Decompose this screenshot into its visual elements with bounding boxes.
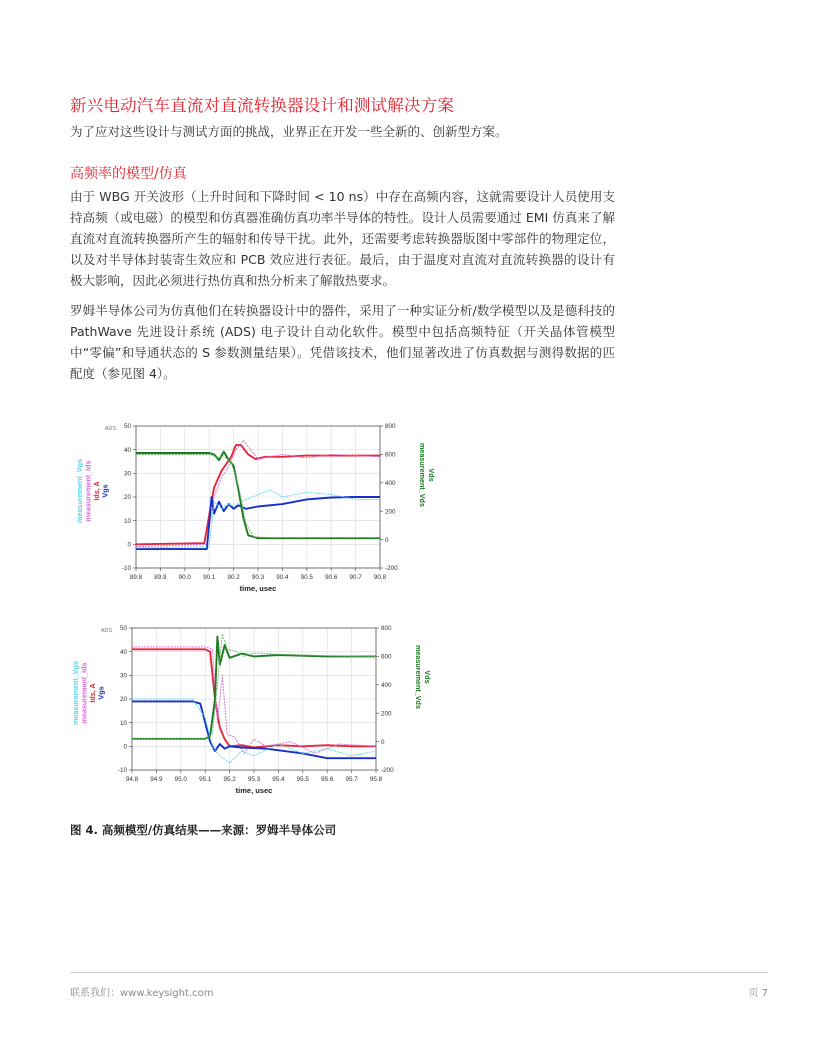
- section-heading: 高频率的模型/仿真: [70, 166, 187, 182]
- y-left-label: measurement_Vgs: [71, 661, 80, 725]
- x-tick-label: 90.2: [227, 574, 240, 581]
- x-tick-label: 95.6: [321, 776, 334, 783]
- y-right-tick-label: 600: [385, 451, 396, 459]
- y-left-tick-label: 40: [123, 446, 131, 454]
- y-right-tick-label: 400: [385, 480, 396, 487]
- chart-title: ADS: [100, 628, 112, 634]
- x-tick-label: 94.8: [125, 776, 139, 783]
- x-tick-label: 95.0: [174, 776, 187, 783]
- y-right-tick-label: 0: [385, 536, 389, 544]
- y-right-tick-label: 400: [381, 682, 392, 689]
- page-number: 页 7: [748, 988, 768, 999]
- x-tick-label: 90.0: [178, 574, 191, 581]
- y-left-tick-label: 30: [119, 672, 127, 680]
- y-right-label: Vds: [427, 468, 436, 482]
- y-left-label: Ids, A: [88, 683, 97, 703]
- y-left-tick-label: 20: [119, 696, 127, 704]
- x-tick-label: 95.5: [296, 776, 309, 783]
- figure-4-chart-bottom: [66, 620, 446, 805]
- y-left-label: measurement_Ids: [83, 460, 93, 522]
- y-left-tick-label: 20: [123, 494, 131, 502]
- y-right-label: measurement_Vds: [414, 645, 423, 709]
- x-tick-label: 95.8: [369, 776, 383, 783]
- y-right-tick-label: 800: [385, 423, 396, 431]
- y-left-label: Vgs: [96, 686, 106, 700]
- x-tick-label: 95.7: [345, 776, 358, 783]
- x-tick-label: 95.3: [247, 776, 261, 783]
- figure-caption: 图 4. 高频模型/仿真结果——来源：罗姆半导体公司: [70, 823, 337, 837]
- x-tick-label: 90.6: [325, 574, 338, 581]
- x-tick-label: 90.7: [349, 574, 362, 581]
- y-left-label: measurement_Ids: [79, 662, 89, 724]
- figure-4-chart-top: [70, 418, 450, 603]
- y-right-tick-label: 0: [381, 738, 385, 746]
- x-axis-label: time, usec: [239, 584, 277, 593]
- y-left-tick-label: 50: [119, 625, 127, 633]
- x-tick-label: 95.1: [199, 776, 212, 783]
- y-left-tick-label: 0: [123, 743, 127, 751]
- footer-url-link[interactable]: www.keysight.com: [120, 988, 214, 999]
- x-tick-label: 90.5: [300, 574, 313, 581]
- y-left-tick-label: 10: [123, 517, 131, 525]
- y-left-label: Vgs: [100, 484, 110, 498]
- y-left-label: measurement_Vgs: [75, 459, 84, 523]
- y-left-label: Ids, A: [92, 481, 101, 501]
- x-axis-label: time, usec: [235, 786, 273, 795]
- y-right-tick-label: -200: [381, 767, 394, 775]
- y-left-tick-label: 30: [123, 470, 131, 478]
- intro-text: 为了应对这些设计与测试方面的挑战，业界正在开发一些全新的、创新型方案。: [70, 124, 508, 139]
- y-right-tick-label: -200: [385, 565, 398, 573]
- footer-contact-label: 联系我们：: [70, 988, 120, 999]
- x-tick-label: 90.4: [276, 574, 289, 581]
- y-left-tick-label: 0: [127, 541, 131, 549]
- x-tick-label: 95.2: [223, 776, 236, 783]
- footer-contact: [70, 984, 213, 999]
- x-tick-label: 95.4: [272, 776, 285, 783]
- y-right-tick-label: 200: [381, 710, 392, 718]
- x-tick-label: 94.9: [150, 776, 163, 783]
- y-left-tick-label: 10: [119, 719, 127, 727]
- y-right-label: measurement_Vds: [418, 443, 427, 507]
- y-right-tick-label: 200: [385, 508, 396, 516]
- x-tick-label: 89.9: [154, 574, 167, 581]
- chart-title: ADS: [104, 426, 116, 432]
- x-tick-label: 89.8: [129, 574, 143, 581]
- x-tick-label: 90.3: [251, 574, 265, 581]
- x-tick-label: 90.8: [373, 574, 387, 581]
- y-right-tick-label: 800: [381, 625, 392, 633]
- y-left-tick-label: -10: [121, 565, 131, 573]
- paragraph-1: 由于 WBG 开关波形（上升时间和下降时间 < 10 ns）中存在高频内容，这就需要设计人员使用支持高频（或电磁）的模型和仿真器准确仿真功率半导体的特性。设计人员需要通过 EMI 仿真来了解直流对直流转换器所产生的辐射和传导干扰。此外，还需要考虑转换器版图中零部件的物理定位，以及对半导体封装寄生效应和 PCB 效应进行表征。最后，由于温度对直流对直流转换器的设计有极大影响，因此必须进行热仿真和热分析来了解散热要求。: [70, 189, 615, 288]
- paragraph-2: 罗姆半导体公司为仿真他们在转换器设计中的器件，采用了一种实证分析/数学模型以及是德科技的 PathWave 先进设计系统 (ADS) 电子设计自动化软件。模型中包括高频特征（开关晶体管模型中“零偏”和导通状态的 S 参数测量结果）。凭借该技术，他们显著改进了仿真数据与测得数据的匹配度（参见图 4）。: [70, 303, 615, 381]
- y-left-tick-label: 40: [119, 648, 127, 656]
- page-heading: 新兴电动汽车直流对直流转换器设计和测试解决方案: [70, 96, 455, 115]
- y-right-label: Vds: [423, 670, 432, 684]
- y-left-tick-label: -10: [117, 767, 127, 775]
- footer-divider: [70, 972, 768, 973]
- y-left-tick-label: 50: [123, 423, 131, 431]
- y-right-tick-label: 600: [381, 653, 392, 661]
- x-tick-label: 90.1: [203, 574, 216, 581]
